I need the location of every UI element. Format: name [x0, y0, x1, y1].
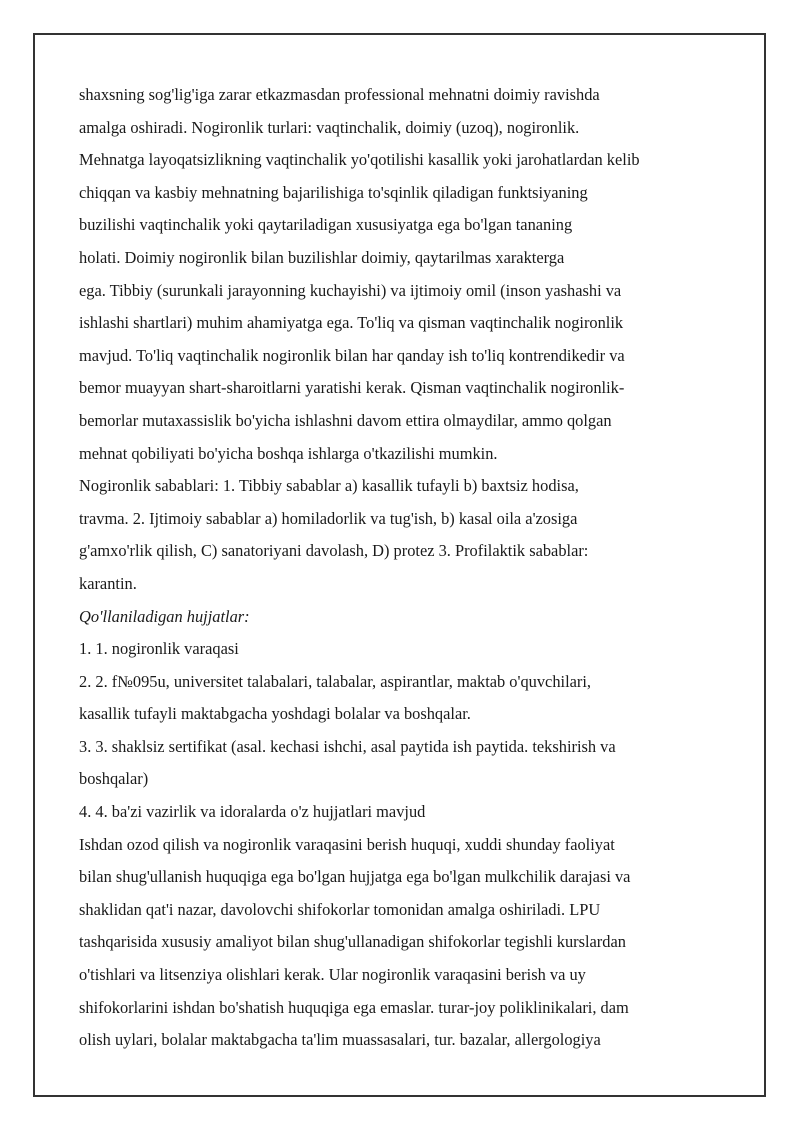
list-item: 3. 3. shaklsiz sertifikat (asal. kechasi ishchi, asal paytida ish paytida. tekshirish va [79, 736, 616, 756]
text-line: karantin. [79, 573, 137, 593]
page-frame [33, 33, 766, 1097]
list-item: 1. 1. nogironlik varaqasi [79, 639, 239, 659]
text-line: Ishdan ozod qilish va nogironlik varaqasini berish huquqi, xuddi shunday faoliyat [79, 834, 615, 854]
text-line: o'tishlari va litsenziya olishlari kerak. Ular nogironlik varaqasini berish va uy [79, 965, 586, 985]
text-line: chiqqan va kasbiy mehnatning bajarilishiga to'sqinlik qiladigan funktsiyaning [79, 182, 588, 202]
text-line: g'amxo'rlik qilish, C) sanatoriyani davolash, D) protez 3. Profilaktik sabablar: [79, 541, 589, 561]
text-line: bemor muayyan shart-sharoitlarni yaratishi kerak. Qisman vaqtinchalik nogironlik- [79, 378, 625, 398]
list-item: 4. 4. ba'zi vazirlik va idoralarda o'z hujjatlari mavjud [79, 802, 426, 822]
list-item: 2. 2. f№095u, universitet talabalari, talabalar, aspirantlar, maktab o'quvchilari, [79, 671, 592, 691]
document-body [79, 79, 729, 1057]
text-line: shaklidan qat'i nazar, davolovchi shifokorlar tomonidan amalga oshiriladi. LPU [79, 899, 601, 919]
text-line: Mehnatga layoqatsizlikning vaqtinchalik yo'qotilishi kasallik yoki jarohatlardan kelib [79, 150, 640, 170]
text-line: mavjud. To'liq vaqtinchalik nogironlik bilan har qanday ish to'liq kontrendikedir va [79, 345, 625, 365]
text-line: tashqarisida xususiy amaliyot bilan shug'ullanadigan shifokorlar tegishli kurslardan [79, 932, 626, 952]
text-line: buzilishi vaqtinchalik yoki qaytariladigan xususiyatga ega bo'lgan tananing [79, 215, 573, 235]
text-line: ishlashi shartlari) muhim ahamiyatga ega. To'liq va qisman vaqtinchalik nogironlik [79, 313, 624, 333]
text-line: shifokorlarini ishdan bo'shatish huquqiga ega emaslar. turar-joy poliklinikalari, dam [79, 997, 629, 1017]
text-line: holati. Doimiy nogironlik bilan buzilishlar doimiy, qaytarilmas xarakterga [79, 247, 565, 267]
text-line: ega. Tibbiy (surunkali jarayonning kuchayishi) va ijtimoiy omil (inson yashashi va [79, 280, 622, 300]
text-line: shaxsning sog'lig'iga zarar etkazmasdan professional mehnatni doimiy ravishda [79, 85, 600, 104]
text-line: bemorlar mutaxassislik bo'yicha ishlashni davom ettira olmaydilar, ammo qolgan [79, 410, 612, 430]
text-line: kasallik tufayli maktabgacha yoshdagi bolalar va boshqalar. [79, 704, 471, 724]
text-line: Nogironlik sabablari: 1. Tibbiy sabablar a) kasallik tufayli b) baxtsiz hodisa, [79, 476, 579, 496]
text-line: bilan shug'ullanish huquqiga ega bo'lgan hujjatga ega bo'lgan mulkchilik darajasi va [79, 867, 631, 887]
text-line: boshqalar) [79, 769, 149, 789]
text-line: olish uylari, bolalar maktabgacha ta'lim muassasalari, tur. bazalar, allergologiya [79, 1030, 601, 1050]
section-heading: Qo'llaniladigan hujjatlar: [79, 606, 250, 626]
text-line: amalga oshiradi. Nogironlik turlari: vaqtinchalik, doimiy (uzoq), nogironlik. [79, 117, 580, 137]
text-line: mehnat qobiliyati bo'yicha boshqa ishlarga o'tkazilishi mumkin. [79, 443, 498, 463]
text-line: travma. 2. Ijtimoiy sabablar a) homiladorlik va tug'ish, b) kasal oila a'zosiga [79, 508, 578, 528]
